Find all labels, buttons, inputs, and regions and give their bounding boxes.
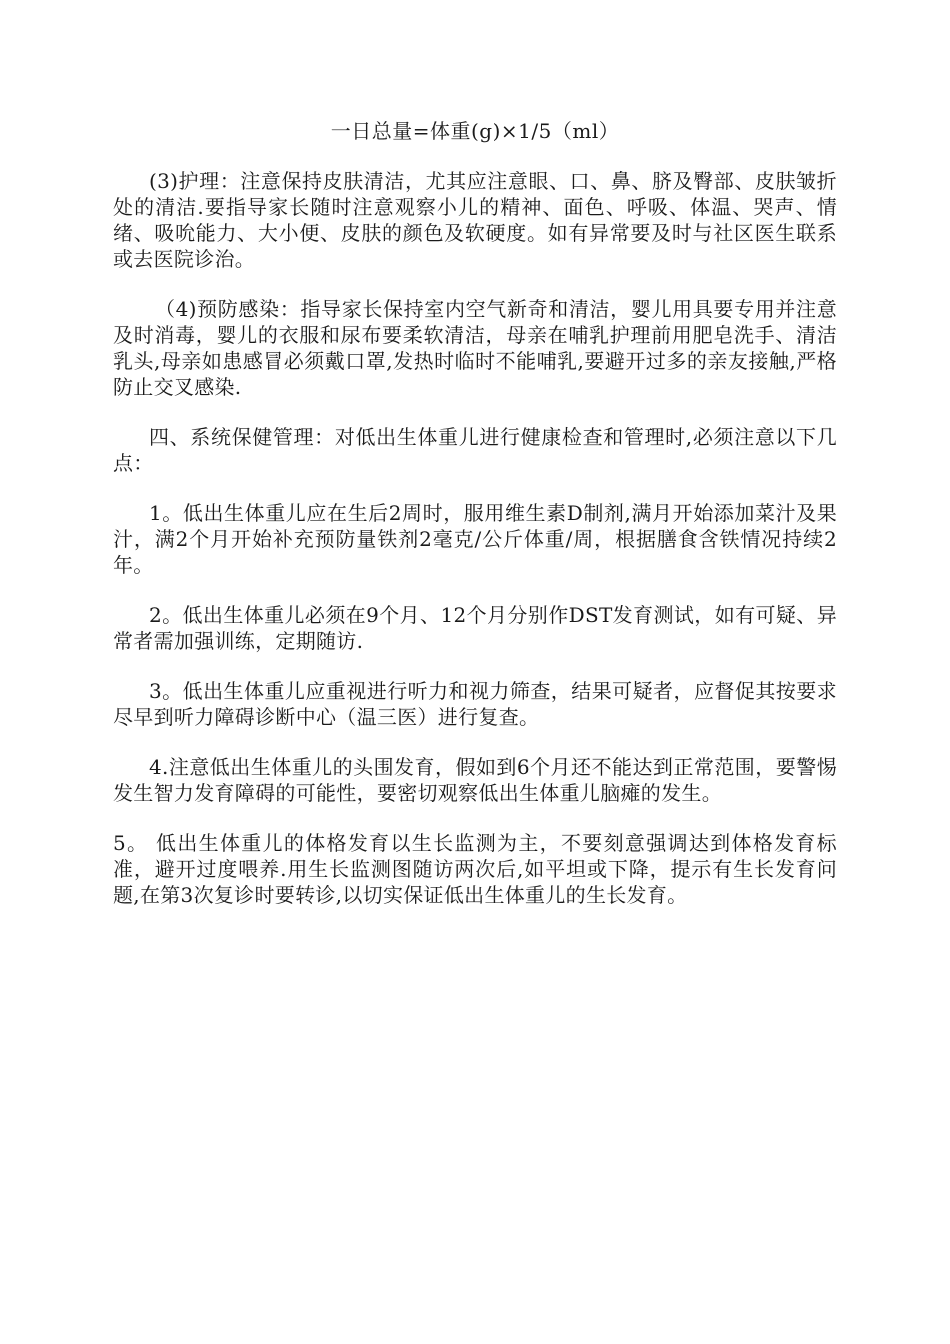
paragraph-nursing: (3)护理：注意保持皮肤清洁，尤其应注意眼、口、鼻、脐及臀部、皮肤皱折处的清洁.要指导家长随时注意观察小儿的精神、面色、呼吸、体温、哭声、情绪、吸吮能力、大小便、皮肤的颜色及软硬度。如有异常要及时与社区医生联系或去医院诊治。 [113, 169, 837, 271]
paragraph-item-1: 1。低出生体重儿应在生后2周时，服用维生素D制剂,满月开始添加菜汁及果汁，满2个月开始补充预防量铁剂2毫克/公斤体重/周，根据膳食含铁情况持续2年。 [113, 501, 837, 577]
paragraph-item-2: 2。低出生体重儿必须在9个月、12个月分别作DST发育测试，如有可疑、异常者需加强训练，定期随访. [113, 603, 837, 653]
paragraph-item-4: 4.注意低出生体重儿的头围发育，假如到6个月还不能达到正常范围，要警惕发生智力发育障碍的可能性，要密切观察低出生体重儿脑瘫的发生。 [113, 755, 837, 805]
paragraph-item-5: 5。 低出生体重儿的体格发育以生长监测为主，不要刻意强调达到体格发育标准，避开过度喂养.用生长监测图随访两次后,如平坦或下降，提示有生长发育问题,在第3次复诊时要转诊,以切实保证低出生体重儿的生长发育。 [113, 831, 837, 907]
formula-line: 一日总量=体重(g)×1/5（ml） [330, 119, 620, 143]
paragraph-section-four-heading: 四、系统保健管理：对低出生体重儿进行健康检查和管理时,必须注意以下几点： [113, 425, 837, 475]
document-page [113, 118, 837, 932]
paragraph-item-3: 3。低出生体重儿应重视进行听力和视力筛查，结果可疑者，应督促其按要求尽早到听力障碍诊断中心（温三医）进行复查。 [113, 679, 837, 729]
paragraph-infection-prevention: （4)预防感染：指导家长保持室内空气新奇和清洁，婴儿用具要专用并注意及时消毒，婴儿的衣服和尿布要柔软清洁，母亲在哺乳护理前用肥皂洗手、清洁乳头,母亲如患感冒必须戴口罩,发热时临时不能哺乳,要避开过多的亲友接触,严格防止交叉感染. [113, 297, 837, 399]
